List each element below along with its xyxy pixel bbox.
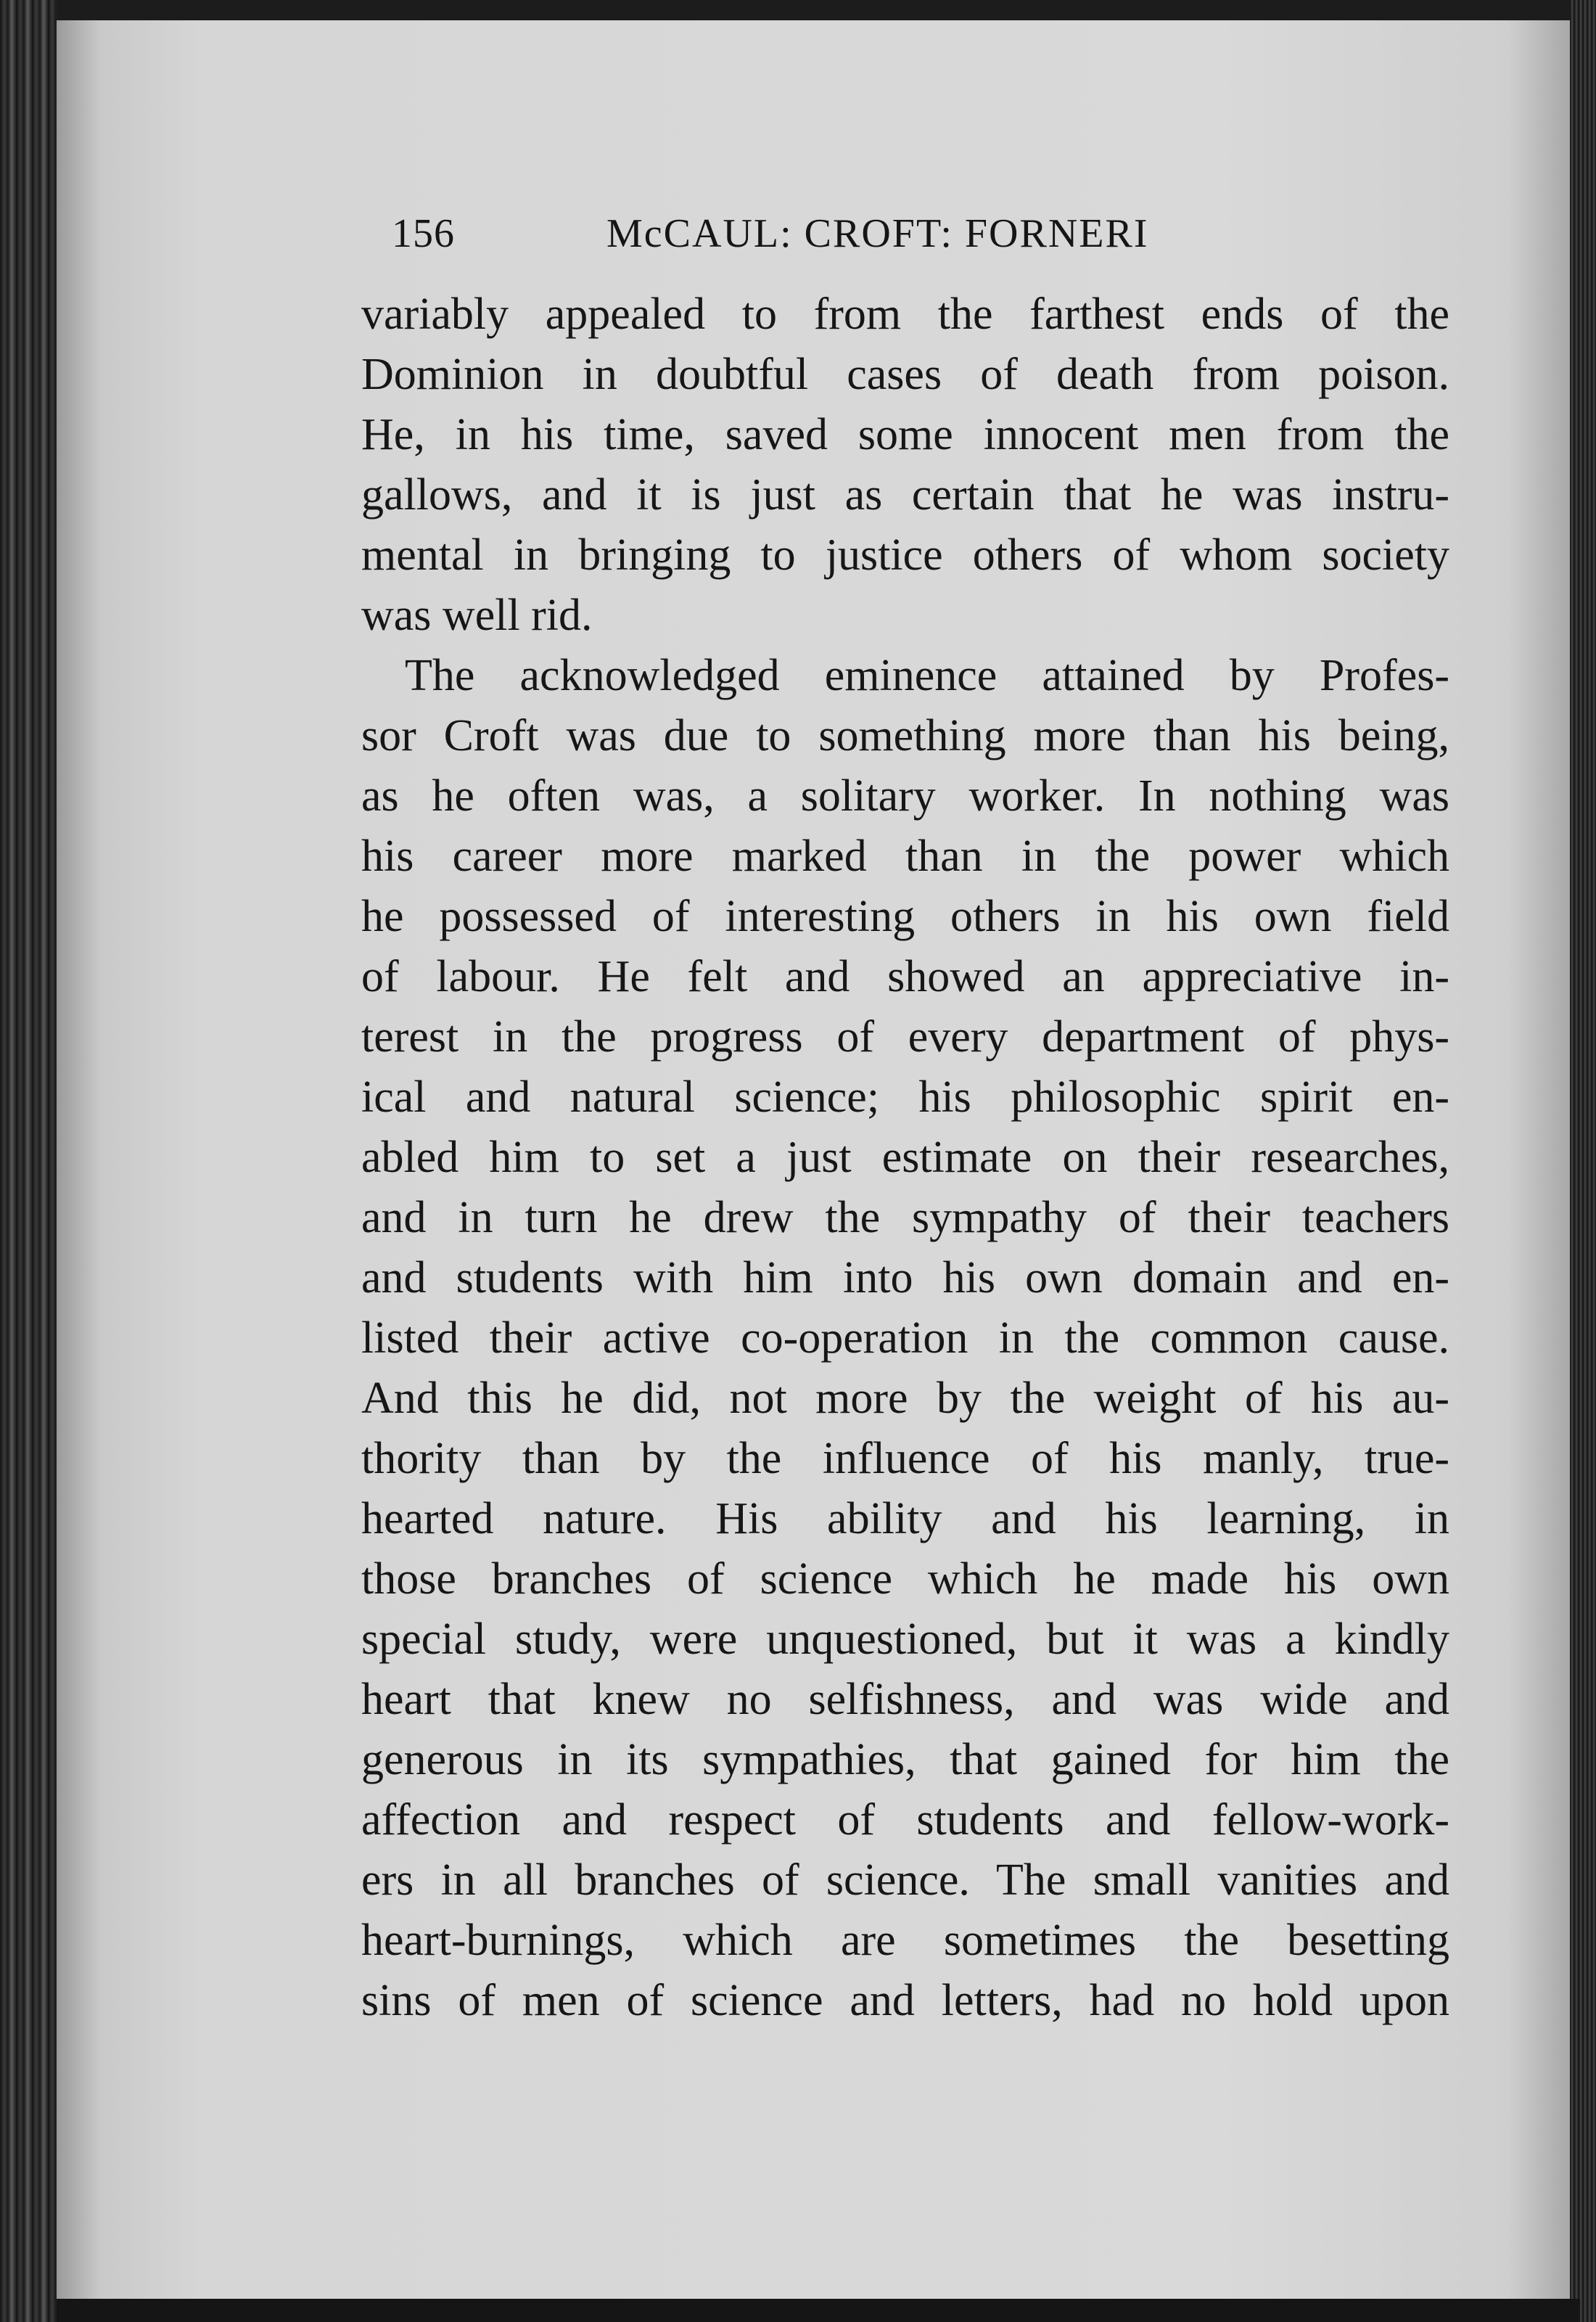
text-line: mental in bringing to justice others of whom society [361,530,1449,580]
running-head-title: McCAUL: CROFT: FORNERI [606,211,1149,256]
text-line: gallows, and it is just as certain that he was instru- [361,470,1449,520]
text-line: and in turn he drew the sympathy of their teachers [361,1193,1449,1242]
text-line: heart that knew no selfishness, and was wide and [361,1675,1449,1724]
paragraph-1 [361,284,1449,646]
text-line: was well rid. [361,591,593,640]
text-line: The acknowledged eminence attained by Profes- [405,651,1449,700]
text-line: his career more marked than in the power which [361,832,1449,881]
text-line: of labour. He felt and showed an appreciative in- [361,952,1449,1001]
text-line: generous in its sympathies, that gained for him the [361,1735,1449,1784]
text-line: he possessed of interesting others in his own field [361,892,1449,941]
text-line: abled him to set a just estimate on their researches, [361,1133,1449,1182]
text-line: thority than by the influence of his manly, true- [361,1434,1449,1483]
text-line: terest in the progress of every department of phys- [361,1012,1449,1062]
text-line: ical and natural science; his philosophic spirit en- [361,1072,1449,1122]
text-line: sor Croft was due to something more than his being, [361,711,1449,760]
text-line: as he often was, a solitary worker. In nothing was [361,771,1449,821]
text-line: ers in all branches of science. The small vanities and [361,1855,1449,1905]
text-line: and students with him into his own domain and en- [361,1253,1449,1302]
paragraph-2 [361,646,1449,2031]
text-line: listed their active co-operation in the common cause. [361,1313,1449,1363]
page-edge-right [1570,0,1596,2322]
body-text [361,284,1449,2031]
page-edge-bottom [57,2299,1580,2322]
text-line: special study, were unquestioned, but it was a kindly [361,1615,1449,1664]
text-line: sins of men of science and letters, had no hold upon [361,1976,1449,2025]
text-line: heart-burnings, which are sometimes the besetting [361,1916,1449,1965]
text-line: variably appealed to from the farthest ends of the [361,290,1449,339]
text-line: affection and respect of students and fellow-work- [361,1795,1449,1845]
book-spine-shadow [0,0,57,2322]
page-number: 156 [392,211,455,256]
text-line: And this he did, not more by the weight of his au- [361,1374,1449,1423]
text-line: those branches of science which he made his own [361,1554,1449,1604]
text-line: Dominion in doubtful cases of death from poison. [361,350,1449,399]
text-line: He, in his time, saved some innocent men from the [361,410,1449,459]
running-head [392,205,1451,263]
text-line: hearted nature. His ability and his learning, in [361,1494,1449,1543]
